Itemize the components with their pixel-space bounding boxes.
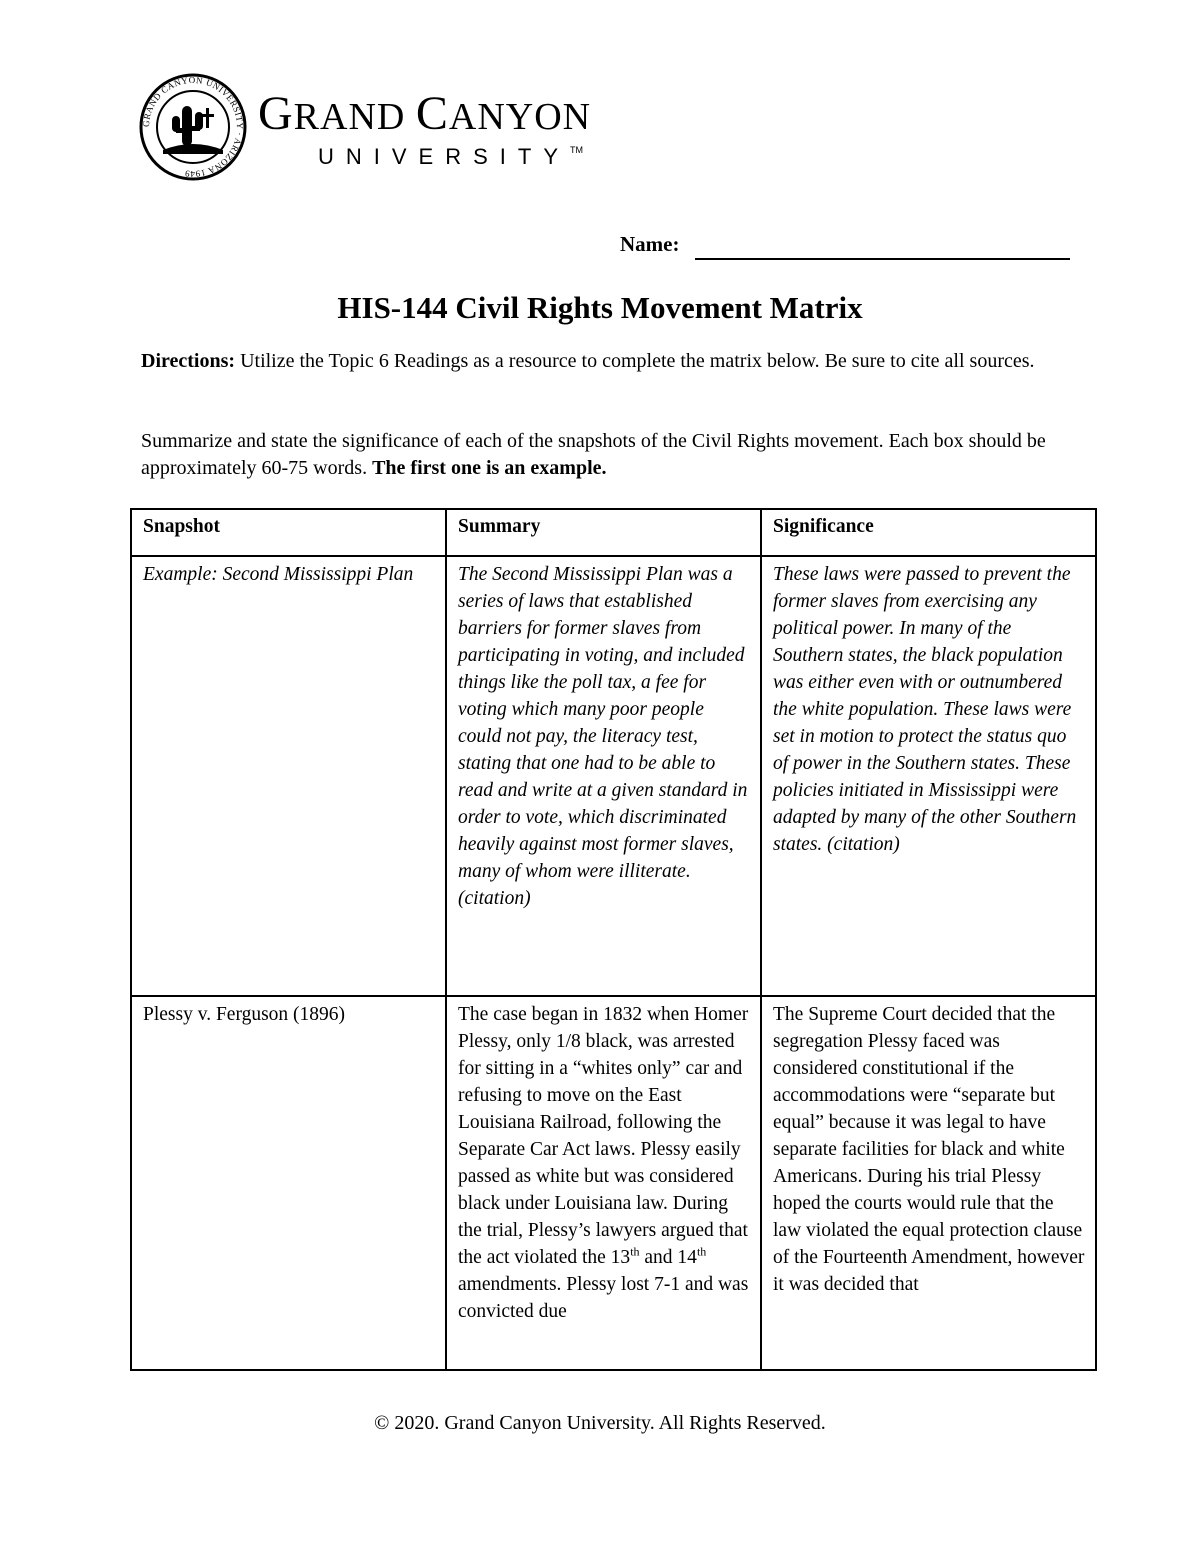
brand-name: GRAND CANYON xyxy=(258,87,592,140)
header-snapshot: Snapshot xyxy=(131,509,446,556)
example-snapshot-cell: Example: Second Mississippi Plan xyxy=(131,556,446,996)
plessy-summary-cell[interactable]: The case began in 1832 when Homer Plessy, only 1/8 black, was arrested for sitting in a “whites only” car and refusing to move on the East Louisiana Railroad, following the Separate Car Act laws. Plessy easily passed as white but was considered black under Louisiana law. During the trial, Plessy’s lawyers argued that the act violated the 13th and 14th amendments. Plessy lost 7-1 and was convicted due xyxy=(446,996,761,1370)
name-field[interactable] xyxy=(695,258,1070,260)
table-row-example xyxy=(131,556,1096,996)
plessy-significance-cell[interactable]: The Supreme Court decided that the segregation Plessy faced was considered constitutional if the accommodations were “separate but equal” because it was legal to have separate facilities for black and white Americans. During his trial Plessy hoped the courts would rule that the law violated the equal protection clause of the Fourteenth Amendment, however it was decided that xyxy=(761,996,1096,1370)
plessy-snapshot-cell[interactable]: Plessy v. Ferguson (1896) xyxy=(131,996,446,1370)
header-summary: Summary xyxy=(446,509,761,556)
brand-subtitle: UNIVERSITY™ xyxy=(318,144,584,169)
example-significance-cell: These laws were passed to prevent the former slaves from exercising any political power. In many of the Southern states, the black population was either even with or outnumbered the white population. These laws were set in motion to protect the status quo of power in the Southern states. These policies initiated in Mississippi were adapted by many of the other Southern states. (citation) xyxy=(761,556,1096,996)
example-summary-cell: The Second Mississippi Plan was a series of laws that established barriers for former slaves from participating in voting, and included things like the poll tax, a fee for voting which many poor people could not pay, the literacy test, stating that one had to be able to read and write at a given standard in order to vote, which discriminated heavily against most former slaves, many of whom were illiterate. (citation) xyxy=(446,556,761,996)
directions-paragraph: Directions: Utilize the Topic 6 Readings as a resource to complete the matrix below. Be sure to cite all sources. xyxy=(141,350,1035,372)
seal-text: GRAND CANYON UNIVERSITY · ARIZONA 1949 xyxy=(140,74,246,180)
header-significance: Significance xyxy=(761,509,1096,556)
copyright-footer: © 2020. Grand Canyon University. All Rights Reserved. xyxy=(374,1412,826,1434)
university-logo xyxy=(138,72,618,182)
civil-rights-matrix xyxy=(130,508,1097,1371)
name-label: Name: xyxy=(620,232,680,256)
university-seal-icon xyxy=(138,72,248,182)
instructions-paragraph: Summarize and state the significance of each of the snapshots of the Civil Rights movement. Each box should be approximately 60-75 words. The first one is an example. xyxy=(141,430,1046,479)
page-title: HIS-144 Civil Rights Movement Matrix xyxy=(337,290,863,325)
table-row-plessy xyxy=(131,996,1096,1370)
table-header-row xyxy=(131,509,1096,556)
